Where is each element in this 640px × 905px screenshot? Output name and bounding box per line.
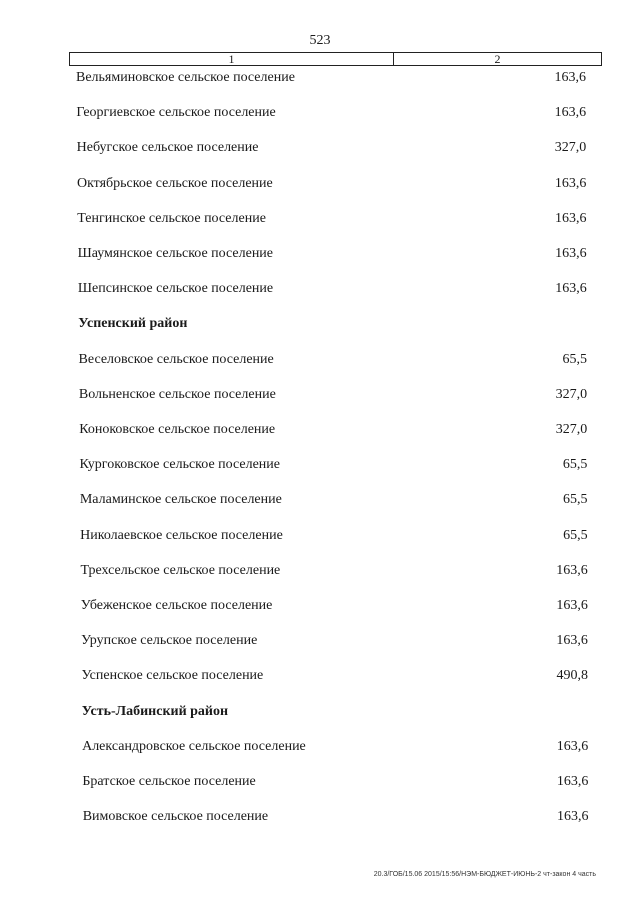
settlement-name: Трехсельское сельское поселение (80, 562, 281, 578)
settlement-name: Георгиевское сельское поселение (76, 105, 276, 121)
table-row (0, 350, 640, 370)
table-row (0, 420, 640, 440)
settlement-name: Веселовское сельское поселение (78, 351, 274, 367)
settlement-name: Вимовское сельское поселение (82, 809, 269, 825)
page-number: 523 (309, 33, 331, 48)
settlement-name: Вольненское сельское поселение (78, 386, 276, 402)
settlement-name: Шаумянское сельское поселение (77, 246, 274, 261)
amount-value: 163,6 (554, 70, 586, 85)
settlement-name: Небугское сельское поселение (76, 140, 259, 156)
amount-value: 163,6 (554, 105, 587, 121)
amount-value: 490,8 (556, 668, 589, 684)
table-row (0, 596, 640, 616)
table-header-col2: 2 (494, 52, 501, 66)
section-heading-row (0, 314, 640, 334)
amount-value: 163,6 (555, 281, 587, 297)
amount-value: 65,5 (562, 351, 587, 367)
settlement-name: Братское сельское поселение (82, 774, 256, 789)
amount-value: 65,5 (562, 492, 588, 508)
table-row (0, 737, 640, 757)
table-header-col1: 1 (70, 53, 394, 65)
settlement-name: Успенское сельское поселение (81, 668, 264, 684)
amount-value: 65,5 (562, 457, 588, 473)
table-row (0, 455, 640, 475)
table-header (69, 52, 602, 66)
amount-value: 65,5 (563, 527, 588, 543)
settlement-name: Октябрьское сельское поселение (76, 175, 273, 191)
settlement-name: Вельяминовское сельское поселение (76, 70, 295, 85)
footer-print-info: 20.3/ГОБ/15.06 2015/15:56/НЭМ-БЮДЖЕТ-ИЮНЬ-2 чт-закон 4 часть (373, 871, 596, 878)
amount-value: 163,6 (554, 210, 587, 226)
settlement-name: Урупское сельское поселение (81, 633, 258, 649)
table-row (0, 244, 640, 264)
amount-value: 163,6 (556, 633, 588, 649)
section-heading-row (0, 702, 640, 722)
amount-value: 163,6 (556, 562, 588, 578)
section-heading: Усть-Лабинский район (81, 703, 229, 719)
settlement-name: Тенгинское сельское поселение (77, 210, 266, 226)
amount-value: 163,6 (556, 774, 589, 789)
table-row (0, 138, 640, 158)
amount-value: 327,0 (555, 386, 588, 402)
settlement-name: Николаевское сельское поселение (80, 527, 283, 543)
amount-value: 327,0 (555, 422, 588, 437)
table-row (0, 174, 640, 194)
amount-value: 163,6 (554, 175, 587, 191)
section-heading: Успенский район (78, 316, 188, 332)
amount-value: 163,6 (556, 738, 589, 754)
table-row (0, 772, 640, 792)
amount-value: 163,6 (556, 598, 588, 613)
table-row (0, 490, 640, 510)
settlement-name: Кургоковское сельское поселение (79, 457, 280, 473)
settlement-name: Шепсинское сельское поселение (77, 281, 274, 297)
table-row (0, 561, 640, 581)
settlement-name: Убеженское сельское поселение (80, 598, 273, 613)
amount-value: 327,0 (554, 140, 587, 156)
table-row (0, 279, 640, 299)
amount-value: 163,6 (555, 246, 587, 261)
table-row (0, 209, 640, 229)
amount-value: 163,6 (557, 809, 589, 825)
table-row (0, 807, 640, 827)
settlement-name: Маламинское сельское поселение (79, 492, 282, 508)
table-row (0, 631, 640, 651)
table-row (0, 103, 640, 123)
table-row (0, 666, 640, 686)
table-row (0, 526, 640, 546)
settlement-name: Александровское сельское поселение (82, 738, 306, 754)
table-row (0, 385, 640, 405)
table-row (0, 68, 640, 88)
settlement-name: Коноковское сельское поселение (79, 422, 276, 437)
